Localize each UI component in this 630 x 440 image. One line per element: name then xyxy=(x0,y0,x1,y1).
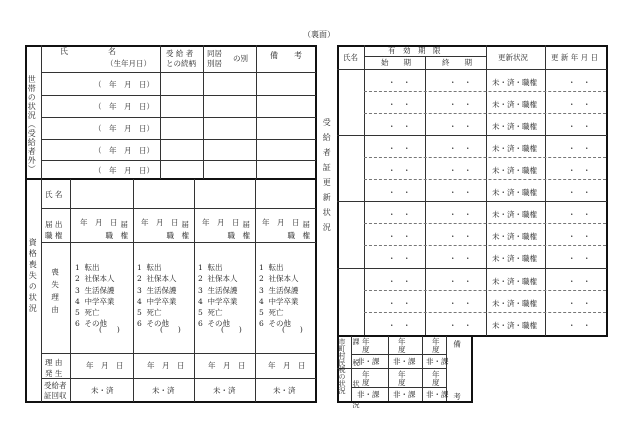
cert-start-date: ・ ・ xyxy=(388,144,411,153)
loss-col-occur: 年 月 日 xyxy=(268,361,306,370)
cert-status: 未・済・職権 xyxy=(492,144,537,153)
loss-col-collect: 未・済 xyxy=(152,386,175,395)
loss-notify-label: 届 出 職 権 xyxy=(45,220,63,240)
loss-col-paren: ( ) xyxy=(282,325,303,334)
cohabit-header: 同居 別居 xyxy=(207,49,222,68)
cert-period-header: 有 効 期 限 xyxy=(388,46,441,55)
cert-start-date: ・ ・ xyxy=(388,299,411,308)
cert-status: 未・済・職権 xyxy=(492,254,537,263)
tax-option: 非・課 xyxy=(357,390,380,399)
tax-option: 非・課 xyxy=(426,357,449,366)
cert-start-date: ・ ・ xyxy=(388,166,411,175)
cert-end-date: ・ ・ xyxy=(449,100,472,109)
tax-option: 非・課 xyxy=(393,390,416,399)
cert-status: 未・済・職権 xyxy=(492,122,537,131)
birth-header: （生年月日） xyxy=(106,59,151,68)
loss-col-paren: ( ) xyxy=(221,325,242,334)
loss-col-occur: 年 月 日 xyxy=(147,361,185,370)
tax-year: 年 度 xyxy=(362,337,370,354)
loss-name-label: 氏 名 xyxy=(45,190,63,199)
loss-occur-label: 理 由 発 生 xyxy=(45,358,63,378)
household-row-date: （ 年 月 日） xyxy=(94,80,154,89)
cert-update-date: ・ ・ xyxy=(568,78,591,87)
household-title: 世帯の状況（受給者外） xyxy=(27,75,37,174)
household-row-date: （ 年 月 日） xyxy=(94,124,154,133)
cert-end-date: ・ ・ xyxy=(449,166,472,175)
loss-col-notify: 届 職 権 xyxy=(105,220,128,240)
loss-collect-label: 受給者 証回収 xyxy=(44,381,67,400)
cert-start-date: ・ ・ xyxy=(388,277,411,286)
cert-end-date: ・ ・ xyxy=(449,299,472,308)
cert-name-header: 氏名 xyxy=(343,53,358,62)
tax-remarks: 備 考 xyxy=(452,340,462,410)
tax-year: 年 度 xyxy=(398,337,406,354)
cert-update-date: ・ ・ xyxy=(568,188,591,197)
tax-year: 年 度 xyxy=(432,337,440,354)
loss-col-date: 年 月 日 xyxy=(202,218,240,227)
tax-subtitle: 課 税 状 況 xyxy=(352,338,361,408)
loss-col-collect: 未・済 xyxy=(91,386,114,395)
cert-update-date: ・ ・ xyxy=(568,100,591,109)
cert-update-date: ・ ・ xyxy=(568,166,591,175)
cert-end-date: ・ ・ xyxy=(449,144,472,153)
cert-update-date: ・ ・ xyxy=(568,277,591,286)
relation-header: 受 給 者 との続柄 xyxy=(166,49,196,68)
cert-status: 未・済・職権 xyxy=(492,210,537,219)
cert-start-date: ・ ・ xyxy=(388,122,411,131)
cert-update-date: ・ ・ xyxy=(568,321,591,330)
cert-start-date: ・ ・ xyxy=(388,210,411,219)
cert-update-date: ・ ・ xyxy=(568,254,591,263)
cert-end-date: ・ ・ xyxy=(449,188,472,197)
loss-col-notify: 届 職 権 xyxy=(166,220,189,240)
cert-end-date: ・ ・ xyxy=(449,210,472,219)
cert-update-date: ・ ・ xyxy=(568,144,591,153)
cert-end-date: ・ ・ xyxy=(449,232,472,241)
household-row-date: （ 年 月 日） xyxy=(94,166,154,175)
loss-col-date: 年 月 日 xyxy=(141,218,179,227)
loss-reason-label: 喪失理由 xyxy=(50,268,60,318)
tax-year: 年 度 xyxy=(362,370,370,387)
cert-status: 未・済・職権 xyxy=(492,321,537,330)
cert-end-date: ・ ・ xyxy=(449,78,472,87)
remarks-header: 備 考 xyxy=(270,51,302,60)
cert-start-date: ・ ・ xyxy=(388,78,411,87)
cert-start-date: ・ ・ xyxy=(388,254,411,263)
cert-status: 未・済・職権 xyxy=(492,299,537,308)
cert-end-date: ・ ・ xyxy=(449,254,472,263)
loss-col-reasons: 1 転出 2 社保本人 3 生活保護 4 中学卒業 5 死亡 6 その他 xyxy=(75,263,115,329)
tax-option: 非・課 xyxy=(357,357,380,366)
cert-end-date: ・ ・ xyxy=(449,277,472,286)
tax-title: 市町村民税の状況 xyxy=(338,338,347,394)
cert-update-date: ・ ・ xyxy=(568,299,591,308)
loss-col-collect: 未・済 xyxy=(273,386,296,395)
cert-status: 未・済・職権 xyxy=(492,277,537,286)
cert-update-date-header: 更 新 年 月 日 xyxy=(551,53,599,62)
cert-status: 未・済・職権 xyxy=(492,78,537,87)
cert-status: 未・済・職権 xyxy=(492,232,537,241)
tax-option: 非・課 xyxy=(426,390,449,399)
cert-end-date: ・ ・ xyxy=(449,321,472,330)
cert-end-header: 終 期 xyxy=(442,58,472,67)
cert-update-date: ・ ・ xyxy=(568,122,591,131)
cert-start-date: ・ ・ xyxy=(388,100,411,109)
loss-col-reasons: 1 転出 2 社保本人 3 生活保護 4 中学卒業 5 死亡 6 その他 xyxy=(137,263,177,329)
tax-year: 年 度 xyxy=(398,370,406,387)
loss-col-paren: ( ) xyxy=(99,325,120,334)
cohabit-suffix: の別 xyxy=(233,54,248,63)
cert-start-date: ・ ・ xyxy=(388,232,411,241)
loss-col-paren: ( ) xyxy=(160,325,181,334)
loss-col-notify: 届 職 権 xyxy=(227,220,250,240)
loss-col-reasons: 1 転出 2 社保本人 3 生活保護 4 中学卒業 5 死亡 6 その他 xyxy=(259,263,299,329)
loss-col-reasons: 1 転出 2 社保本人 3 生活保護 4 中学卒業 5 死亡 6 その他 xyxy=(198,263,238,329)
cert-start-date: ・ ・ xyxy=(388,188,411,197)
cert-start-header: 始 期 xyxy=(381,58,411,67)
name-header: 氏 名 xyxy=(60,47,116,56)
tax-option: 非・課 xyxy=(393,357,416,366)
cert-status: 未・済・職権 xyxy=(492,188,537,197)
loss-title: 資格喪失の状況 xyxy=(28,238,38,315)
household-row-date: （ 年 月 日） xyxy=(94,102,154,111)
cert-status-header: 更新状況 xyxy=(498,53,528,62)
household-row-date: （ 年 月 日） xyxy=(94,146,154,155)
cert-update-date: ・ ・ xyxy=(568,232,591,241)
cert-status: 未・済・職権 xyxy=(492,166,537,175)
loss-col-occur: 年 月 日 xyxy=(208,361,246,370)
loss-col-collect: 未・済 xyxy=(213,386,236,395)
cert-start-date: ・ ・ xyxy=(388,321,411,330)
cert-end-date: ・ ・ xyxy=(449,122,472,131)
cert-update-title: 受給者証更新状況 xyxy=(322,118,332,238)
loss-col-date: 年 月 日 xyxy=(262,218,300,227)
loss-col-notify: 届 職 権 xyxy=(287,220,310,240)
tax-year: 年 度 xyxy=(432,370,440,387)
cert-update-date: ・ ・ xyxy=(568,210,591,219)
cert-status: 未・済・職権 xyxy=(492,100,537,109)
loss-col-occur: 年 月 日 xyxy=(86,361,124,370)
page-label: （裏面） xyxy=(303,30,335,39)
loss-col-date: 年 月 日 xyxy=(80,218,118,227)
